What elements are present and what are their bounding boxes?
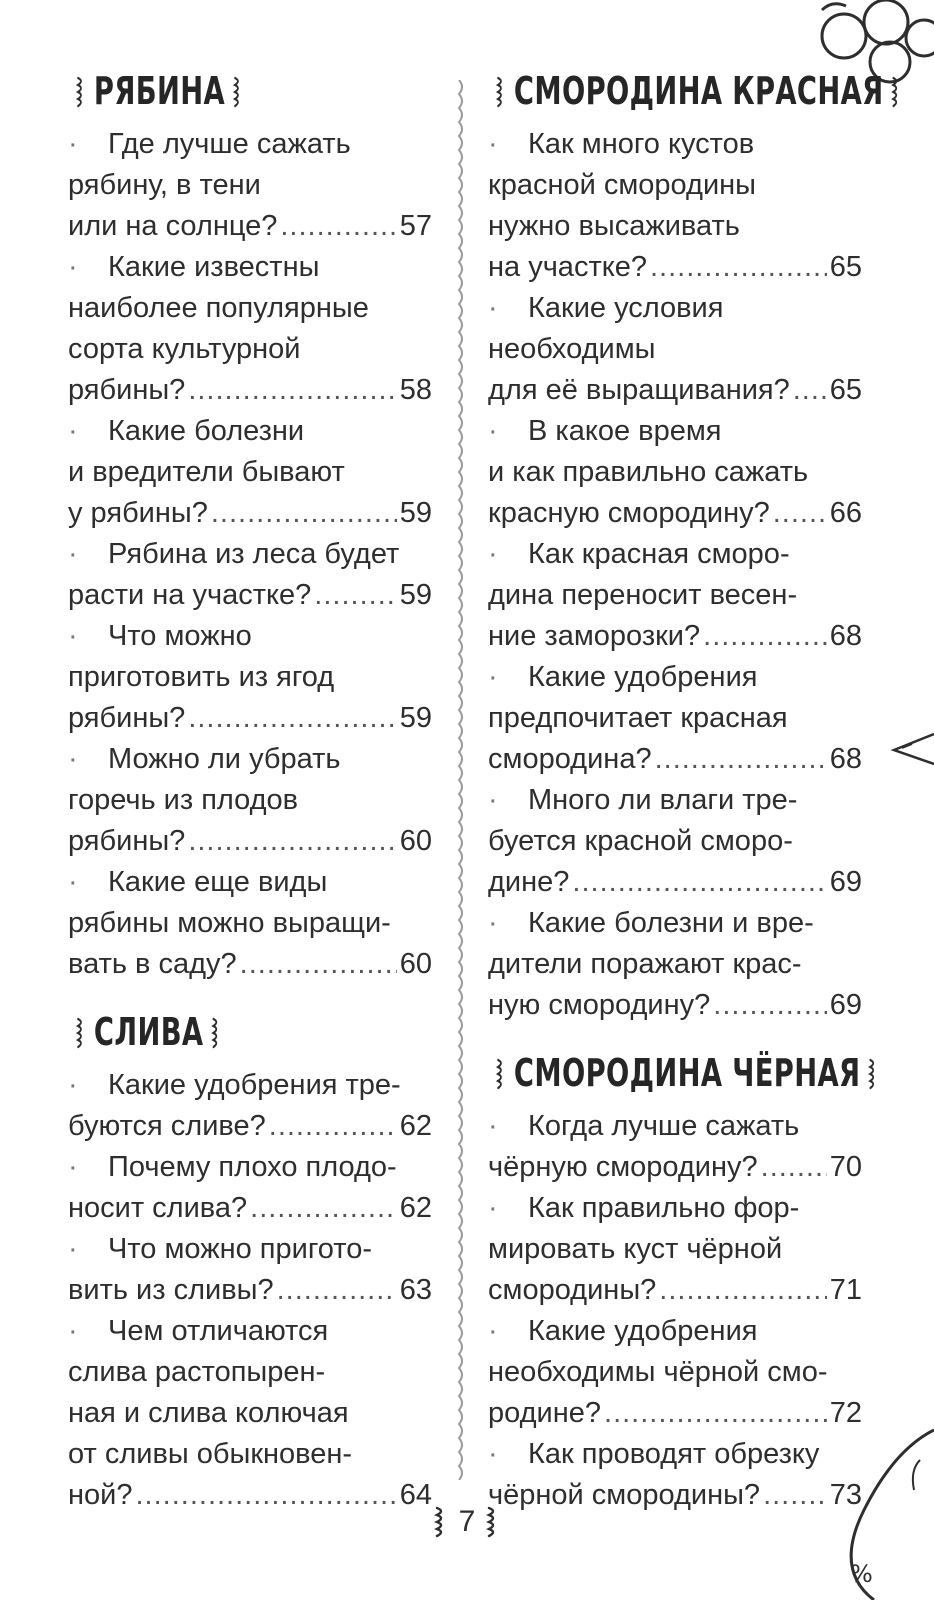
dot-leader — [659, 1270, 826, 1311]
wave-ornament-icon — [75, 1015, 87, 1049]
entry-last-line — [68, 944, 432, 985]
entry-text-line: дина переносит весен- — [488, 579, 798, 611]
entry-text-line: красной смородины — [488, 169, 757, 201]
toc-entry — [488, 411, 862, 534]
page-ref: 69 — [829, 866, 862, 898]
entry-text-line: горечь из плодов — [68, 784, 299, 816]
page-ref: 59 — [399, 702, 432, 734]
bullet-icon: · — [488, 1192, 498, 1224]
toc-entry — [488, 903, 862, 1026]
toc-entry — [68, 1065, 432, 1147]
entry-last-line — [68, 1106, 432, 1147]
toc-entry — [68, 862, 432, 985]
entry-text-line: носит слива? — [68, 1192, 248, 1224]
toc-entry — [488, 1106, 862, 1188]
toc-entry — [488, 1434, 862, 1516]
entry-text-line: · Какие удобрения — [488, 1311, 862, 1352]
dot-leader — [188, 370, 396, 411]
leaf-sketch-illustration — [888, 720, 934, 770]
dot-leader — [655, 739, 827, 780]
dot-leader — [650, 247, 827, 288]
entry-text-line: смородина? — [488, 743, 652, 775]
bullet-icon: · — [488, 292, 498, 324]
entry-last-line — [68, 575, 432, 616]
dot-leader — [250, 1188, 397, 1229]
wave-ornament-icon — [485, 1505, 501, 1539]
entry-text-line: · Много ли влаги тре- — [488, 780, 862, 821]
entry-text-line: · В какое время — [488, 411, 862, 452]
entry-last-line — [488, 1147, 862, 1188]
entry-last-line — [488, 862, 862, 903]
entry-text-line: расти на участке? — [68, 579, 312, 611]
bullet-icon: · — [488, 907, 498, 939]
column-divider — [450, 80, 468, 1480]
dot-leader — [572, 862, 826, 903]
dot-leader — [713, 985, 826, 1026]
dot-leader — [188, 698, 396, 739]
entry-text-line: чёрной смородины? — [488, 1479, 761, 1511]
wave-ornament-icon — [495, 1056, 507, 1090]
entry-text-line: необходимы чёрной смо- — [488, 1356, 828, 1388]
entry-text-line: · Можно ли убрать — [68, 739, 432, 780]
page-ref: 66 — [829, 497, 862, 529]
bullet-icon: · — [68, 128, 78, 160]
bullet-icon: · — [68, 1233, 78, 1265]
page-ref: 60 — [399, 948, 432, 980]
entry-text-line: наиболее популярные — [68, 292, 369, 324]
wave-ornament-icon — [495, 74, 507, 108]
entry-text-line: слива растопырен- — [68, 1356, 326, 1388]
entry-text-line: · Почему плохо плодо- — [68, 1147, 432, 1188]
page-ref: 68 — [829, 743, 862, 775]
page-ref: 64 — [399, 1479, 432, 1511]
entry-text-line: · Какие удобрения тре- — [68, 1065, 432, 1106]
entry-text-line: или на солнце? — [68, 210, 278, 242]
section-smorodina-krasnaya — [488, 58, 884, 1026]
dot-leader — [269, 1106, 397, 1147]
entry-last-line — [68, 206, 432, 247]
entry-text-line: · Как много кустов — [488, 124, 862, 165]
bullet-icon: · — [68, 743, 78, 775]
entry-text-line: мировать куст чёрной — [488, 1233, 783, 1265]
entry-list — [488, 1106, 862, 1516]
wave-ornament-icon — [868, 1056, 880, 1090]
entry-text-line: буется красной сморо- — [488, 825, 793, 857]
wave-ornament-icon — [433, 1505, 449, 1539]
section-ryabina — [68, 58, 432, 985]
section-title-ryabina: РЯБИНА — [68, 58, 330, 124]
bullet-icon: · — [68, 1069, 78, 1101]
entry-text-line: рябины? — [68, 702, 186, 734]
bullet-icon: · — [68, 538, 78, 570]
page-ref: 65 — [829, 251, 862, 283]
bullet-icon: · — [68, 1151, 78, 1183]
left-column — [68, 58, 432, 1530]
dot-leader — [761, 1147, 827, 1188]
page-ref: 59 — [399, 579, 432, 611]
bullet-icon: · — [488, 1110, 498, 1142]
dot-leader — [793, 370, 827, 411]
entry-text-line: вать в саду? — [68, 948, 237, 980]
entry-text-line: приготовить из ягод — [68, 661, 335, 693]
entry-text-line: и вредители бывают — [68, 456, 345, 488]
bullet-icon: · — [488, 128, 498, 160]
toc-entry — [68, 739, 432, 862]
wave-ornament-icon — [232, 74, 244, 108]
bullet-icon: · — [488, 415, 498, 447]
toc-entry — [68, 1311, 432, 1516]
section-title-smorodina-chernaya: СМОРОДИНА ЧЁРНАЯ — [488, 1040, 757, 1106]
entry-list — [488, 124, 862, 1026]
entry-text-line: · Что можно пригото- — [68, 1229, 432, 1270]
entry-last-line — [68, 493, 432, 534]
dot-leader — [188, 821, 396, 862]
bullet-icon: · — [488, 538, 498, 570]
entry-text-line: и как правильно сажать — [488, 456, 809, 488]
entry-last-line — [68, 1188, 432, 1229]
entry-text-line: дители поражают крас- — [488, 948, 802, 980]
entry-last-line — [488, 493, 862, 534]
toc-entry — [68, 534, 432, 616]
toc-entry — [68, 411, 432, 534]
entry-text-line: · Какие болезни — [68, 411, 432, 452]
entry-text-line: ной? — [68, 1479, 133, 1511]
toc-entry — [68, 616, 432, 739]
bullet-icon: · — [488, 784, 498, 816]
entry-text-line: ную смородину? — [488, 989, 711, 1021]
entry-text-line: рябины можно выращи- — [68, 907, 391, 939]
dot-leader — [240, 944, 397, 985]
wave-ornament-icon — [75, 74, 87, 108]
entry-text-line: · Чем отличаются — [68, 1311, 432, 1352]
entry-last-line — [488, 616, 862, 657]
entry-last-line — [488, 1270, 862, 1311]
entry-text-line: · Какие удобрения — [488, 657, 862, 698]
entry-text-line: · Какие еще виды — [68, 862, 432, 903]
dot-leader — [314, 575, 396, 616]
entry-text-line: · Как красная сморо- — [488, 534, 862, 575]
page-ref: 73 — [829, 1479, 862, 1511]
entry-text-line: ная и слива колючая — [68, 1397, 349, 1429]
toc-entry — [488, 124, 862, 288]
dot-leader — [604, 1393, 827, 1434]
dot-leader — [703, 616, 827, 657]
page-ref: 62 — [399, 1192, 432, 1224]
bullet-icon: · — [68, 620, 78, 652]
toc-entry — [68, 1147, 432, 1229]
page-ref: 58 — [399, 374, 432, 406]
entry-last-line — [68, 370, 432, 411]
wave-ornament-icon — [891, 74, 903, 108]
entry-text-line: · Какие условия — [488, 288, 862, 329]
section-title-sliva: СЛИВА — [68, 999, 330, 1065]
entry-last-line — [488, 370, 862, 411]
page-ref: 59 — [399, 497, 432, 529]
entry-text-line: · Где лучше сажать — [68, 124, 432, 165]
entry-text-line: ние заморозки? — [488, 620, 701, 652]
entry-last-line — [68, 821, 432, 862]
entry-text-line: рябины? — [68, 374, 186, 406]
entry-text-line: буются сливе? — [68, 1110, 266, 1142]
entry-text-line: · Что можно — [68, 616, 432, 657]
page-ref: 68 — [829, 620, 862, 652]
section-smorodina-chernaya — [488, 1040, 862, 1516]
entry-text-line: · Какие болезни и вре- — [488, 903, 862, 944]
entry-text-line: вить из сливы? — [68, 1274, 274, 1306]
bullet-icon: · — [488, 1315, 498, 1347]
entry-last-line — [488, 247, 862, 288]
section-sliva — [68, 999, 432, 1516]
entry-text-line: рябину, в тени — [68, 169, 261, 201]
toc-entry — [68, 124, 432, 247]
entry-last-line — [68, 698, 432, 739]
dot-leader — [280, 206, 396, 247]
entry-text-line: сорта культурной — [68, 333, 301, 365]
entry-text-line: предпочитает красная — [488, 702, 788, 734]
toc-entry — [488, 780, 862, 903]
entry-text-line: необходимы — [488, 333, 656, 365]
entry-text-line: на участке? — [488, 251, 647, 283]
entry-list — [68, 124, 432, 985]
page-ref: 62 — [399, 1110, 432, 1142]
page-ref: 69 — [829, 989, 862, 1021]
bullet-icon: · — [68, 1315, 78, 1347]
entry-text-line: для её выращивания? — [488, 374, 790, 406]
wave-ornament-icon — [211, 1015, 223, 1049]
entry-list — [68, 1065, 432, 1516]
bullet-icon: · — [68, 866, 78, 898]
toc-entry — [488, 288, 862, 411]
entry-last-line — [68, 1270, 432, 1311]
entry-text-line: нужно высаживать — [488, 210, 740, 242]
right-column — [488, 58, 884, 1530]
page-ref: 71 — [829, 1274, 862, 1306]
entry-text-line: · Рябина из леса будет — [68, 534, 432, 575]
entry-text-line: · Когда лучше сажать — [488, 1106, 862, 1147]
toc-entry — [488, 657, 862, 780]
bullet-icon: · — [68, 251, 78, 283]
page-ref: 65 — [829, 374, 862, 406]
entry-text-line: рябины? — [68, 825, 186, 857]
toc-entry — [488, 1311, 862, 1434]
entry-text-line: · Какие известны — [68, 247, 432, 288]
entry-text-line: у рябины? — [68, 497, 208, 529]
page-ref: 72 — [829, 1397, 862, 1429]
entry-last-line — [488, 1393, 862, 1434]
entry-text-line: красную смородину? — [488, 497, 770, 529]
page-ref: 57 — [399, 210, 432, 242]
section-title-smorodina-krasnaya: СМОРОДИНА КРАСНАЯ — [488, 58, 757, 124]
page-ref: 60 — [399, 825, 432, 857]
toc-entry — [488, 534, 862, 657]
svg-text:%: % — [850, 1560, 873, 1588]
page-ref: 70 — [829, 1151, 862, 1183]
entry-last-line — [488, 739, 862, 780]
bullet-icon: · — [68, 415, 78, 447]
toc-entry — [488, 1188, 862, 1311]
entry-text-line: дине? — [488, 866, 570, 898]
bullet-icon: · — [488, 1438, 498, 1470]
toc-entry — [68, 1229, 432, 1311]
entry-text-line: смородины? — [488, 1274, 657, 1306]
entry-text-line: · Как правильно фор- — [488, 1188, 862, 1229]
bullet-icon: · — [488, 661, 498, 693]
entry-text-line: родине? — [488, 1397, 602, 1429]
entry-text-line: чёрную смородину? — [488, 1151, 758, 1183]
page-number: 7 — [0, 1505, 934, 1539]
entry-last-line — [488, 985, 862, 1026]
page-ref: 63 — [399, 1274, 432, 1306]
dot-leader — [211, 493, 397, 534]
entry-text-line: от сливы обыкновен- — [68, 1438, 353, 1470]
dot-leader — [277, 1270, 397, 1311]
toc-entry — [68, 247, 432, 411]
entry-text-line: · Как проводят обрезку — [488, 1434, 862, 1475]
dot-leader — [773, 493, 827, 534]
